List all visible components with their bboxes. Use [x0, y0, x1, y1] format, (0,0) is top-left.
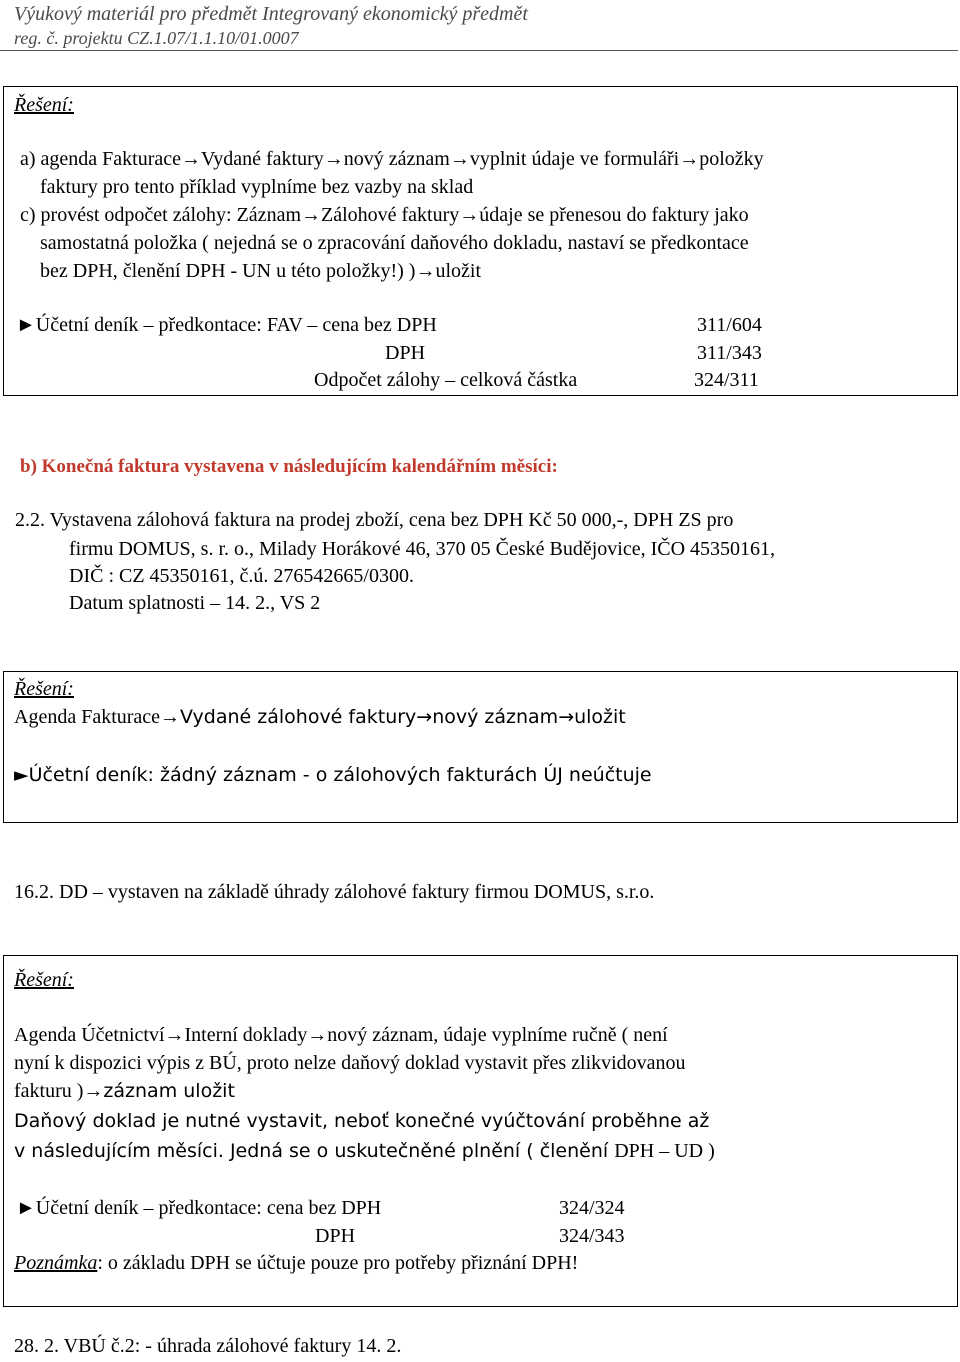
journal-account-1: 311/604 [697, 314, 762, 336]
solution-3-line-5-end: DPH – UD ) [614, 1140, 715, 1162]
solution-3-line-2: nyní k dispozici výpis z BÚ, proto nelze daňový doklad vystavit přes zlikvidovanou [14, 1052, 686, 1074]
note-label: Poznámka [14, 1252, 98, 1274]
journal-label: ►Účetní deník – předkontace: cena bez DPH [16, 1197, 382, 1219]
step-c-line-2: samostatná položka ( nejedná se o zpracování daňového dokladu, nastaví se předkontace [40, 232, 749, 254]
solution-3-line-1: Agenda Účetnictví→Interní doklady→nový záznam, údaje vyplníme ručně ( není [14, 1024, 668, 1046]
step-c-line-3: bez DPH, členění DPH - UN u této položky!) )→uložit [40, 260, 482, 282]
section-b-heading: b) Konečná faktura vystavena v následujícím kalendářním měsíci: [20, 456, 558, 477]
header-title: Výukový materiál pro předmět Integrovaný ekonomický předmět [14, 3, 528, 25]
solution-3-line-5 [14, 1138, 715, 1164]
solution-label: Řešení: [14, 94, 74, 116]
journal-label: ►Účetní deník – předkontace: FAV – cena bez DPH [16, 314, 437, 336]
solution-3-line-3-start: fakturu )→ [14, 1080, 104, 1102]
solution-3-line-5-start: v následujícím měsíci. Jedná se o uskutečněné plnění ( členění [14, 1140, 615, 1162]
step-a-line-2: faktury pro tento příklad vyplníme bez vazby na sklad [40, 176, 474, 198]
agenda-line [14, 704, 626, 730]
solution-3-line-3-end: záznam uložit [103, 1080, 235, 1102]
solution-label: Řešení: [14, 678, 74, 700]
journal-account-1: 324/324 [559, 1197, 625, 1219]
header-divider [0, 50, 958, 51]
journal-row-2-label: DPH [315, 1225, 356, 1247]
invoice-desc-line-2: firmu DOMUS, s. r. o., Milady Horákové 46, 370 05 České Budějovice, IČO 45350161, [69, 538, 776, 560]
journal-row-3-label: Odpočet zálohy – celková částka [314, 369, 578, 391]
agenda-line-start: Agenda Fakturace→ [14, 706, 181, 728]
solution-3-line-4: Daňový doklad je nutné vystavit, neboť konečné vyúčtování proběhne až [14, 1110, 710, 1132]
solution-3-line-3 [14, 1078, 235, 1104]
solution-label: Řešení: [14, 969, 74, 991]
journal-row-2-label: DPH [385, 342, 426, 364]
journal-account-3: 324/311 [694, 369, 759, 391]
note-text: : o základu DPH se účtuje pouze pro potřeby přiznání DPH! [97, 1252, 579, 1274]
invoice-desc-line-4: Datum splatnosti – 14. 2., VS 2 [69, 592, 321, 614]
step-c-line-1: c) provést odpočet zálohy: Záznam→Zálohové faktury→údaje se přenesou do faktury jako [20, 204, 749, 226]
journal-account-2: 324/343 [559, 1225, 625, 1247]
agenda-line-path: Vydané zálohové faktury→nový záznam→uložit [180, 706, 626, 728]
journal-note: ►Účetní deník: žádný záznam - o zálohových fakturách ÚJ neúčtuje [14, 764, 652, 786]
step-a-line-1: a) agenda Fakturace→Vydané faktury→nový záznam→vyplnit údaje ve formuláři→položky [20, 148, 764, 170]
invoice-desc-line-3: DIČ : CZ 45350161, č.ú. 276542665/0300. [69, 565, 414, 587]
note-line [14, 1250, 578, 1276]
journal-account-2: 311/343 [697, 342, 762, 364]
invoice-desc-line-1: 2.2. Vystavena zálohová faktura na prodej zboží, cena bez DPH Kč 50 000,-, DPH ZS pro [15, 509, 734, 531]
header-project-number: reg. č. projektu CZ.1.07/1.1.10/01.0007 [14, 28, 299, 48]
doc-header [14, 2, 528, 50]
solution-box-2 [3, 671, 958, 823]
dd-issued-line: 16.2. DD – vystaven na základě úhrady zálohové faktury firmou DOMUS, s.r.o. [14, 881, 655, 903]
bank-statement-line: 28. 2. VBÚ č.2: - úhrada zálohové faktury 14. 2. [14, 1335, 402, 1357]
